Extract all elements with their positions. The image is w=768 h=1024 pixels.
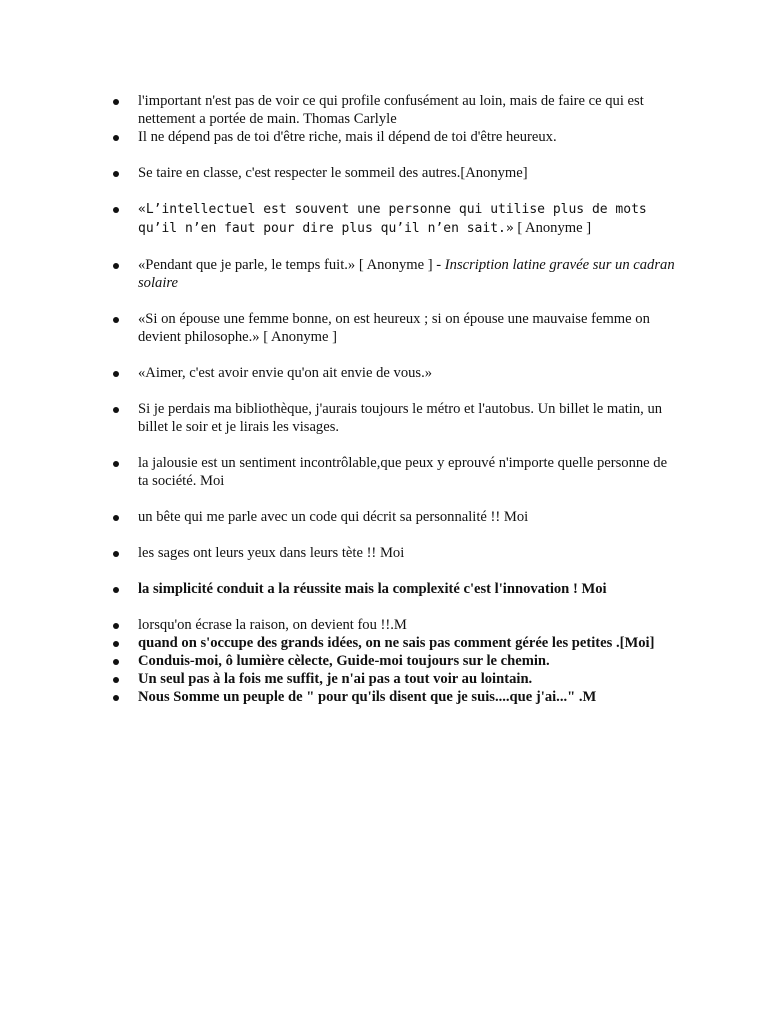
quote-attribution: [ Anonyme ] — [513, 220, 592, 236]
bullet-icon — [113, 587, 119, 593]
quote-text: Conduis-moi, ô lumière cèlecte, Guide-moi toujours sur le chemin. — [138, 653, 550, 669]
quote-text: Nous Somme un peuple de " pour qu'ils disent que je suis....que j'ai..." .M — [138, 689, 597, 705]
list-item — [0, 128, 768, 146]
bullet-icon — [113, 641, 119, 647]
list-item — [0, 652, 768, 670]
quote-text: Si je perdais ma bibliothèque, j'aurais toujours le métro et l'autobus. Un billet le matin, un billet le soir et je lirais les visages. — [138, 401, 663, 435]
quote-italic-note: Inscription latine gravée sur un cadran solaire — [138, 257, 675, 291]
bullet-icon — [113, 551, 119, 557]
bullet-icon — [113, 263, 119, 269]
quote-text: la simplicité conduit a la réussite mais la complexité c'est l'innovation ! Moi — [138, 581, 607, 597]
quote-text: quand on s'occupe des grands idées, on ne sais pas comment gérée les petites .[Moi] — [138, 635, 655, 651]
bullet-icon — [113, 99, 119, 105]
list-item — [0, 200, 768, 238]
quote-text: la jalousie est un sentiment incontrôlable,que peux y eprouvé n'importe quelle personne de ta société. Moi — [138, 455, 668, 489]
bullet-icon — [113, 515, 119, 521]
quote-list — [0, 92, 768, 706]
bullet-icon — [113, 623, 119, 629]
bullet-icon — [113, 171, 119, 177]
bullet-icon — [113, 659, 119, 665]
quote-text: Se taire en classe, c'est respecter le sommeil des autres.[Anonyme] — [138, 165, 528, 181]
list-item — [0, 310, 768, 346]
list-item — [0, 454, 768, 490]
bullet-icon — [113, 695, 119, 701]
list-item — [0, 544, 768, 562]
bullet-icon — [113, 677, 119, 683]
list-item — [0, 616, 768, 634]
quote-text: lorsqu'on écrase la raison, on devient fou !!.M — [138, 617, 407, 633]
list-item — [0, 256, 768, 292]
quote-text-part: «Pendant que je parle, le temps fuit.» [ Anonyme ] - — [138, 257, 445, 273]
quote-text-part: «L’intellectuel est souvent une personne qui utilise plus de mots qu’il n’en faut pour dire plus qu’il n’en sait.» — [138, 202, 647, 236]
bullet-icon — [113, 317, 119, 323]
bullet-icon — [113, 207, 119, 213]
list-item — [0, 634, 768, 652]
bullet-icon — [113, 371, 119, 377]
quote-text — [138, 256, 678, 292]
quote-text: les sages ont leurs yeux dans leurs tète !! Moi — [138, 545, 405, 561]
list-item — [0, 580, 768, 598]
quote-text: Il ne dépend pas de toi d'être riche, mais il dépend de toi d'être heureux. — [138, 129, 557, 145]
bullet-icon — [113, 407, 119, 413]
quote-text: «Aimer, c'est avoir envie qu'on ait envie de vous.» — [138, 365, 433, 381]
list-item — [0, 400, 768, 436]
list-item — [0, 364, 768, 382]
list-item — [0, 164, 768, 182]
list-item — [0, 688, 768, 706]
quote-text: l'important n'est pas de voir ce qui profile confusément au loin, mais de faire ce qui est nettement a portée de main. Thomas Carlyle — [138, 93, 644, 127]
quote-text: un bête qui me parle avec un code qui décrit sa personnalité !! Moi — [138, 509, 529, 525]
list-item — [0, 508, 768, 526]
list-item — [0, 670, 768, 688]
quote-text: Un seul pas à la fois me suffit, je n'ai pas a tout voir au lointain. — [138, 671, 533, 687]
list-item — [0, 92, 768, 128]
bullet-icon — [113, 461, 119, 467]
quote-text — [138, 200, 678, 238]
quote-text: «Si on épouse une femme bonne, on est heureux ; si on épouse une mauvaise femme on devient philosophe.» [ Anonyme ] — [138, 311, 650, 345]
bullet-icon — [113, 135, 119, 141]
